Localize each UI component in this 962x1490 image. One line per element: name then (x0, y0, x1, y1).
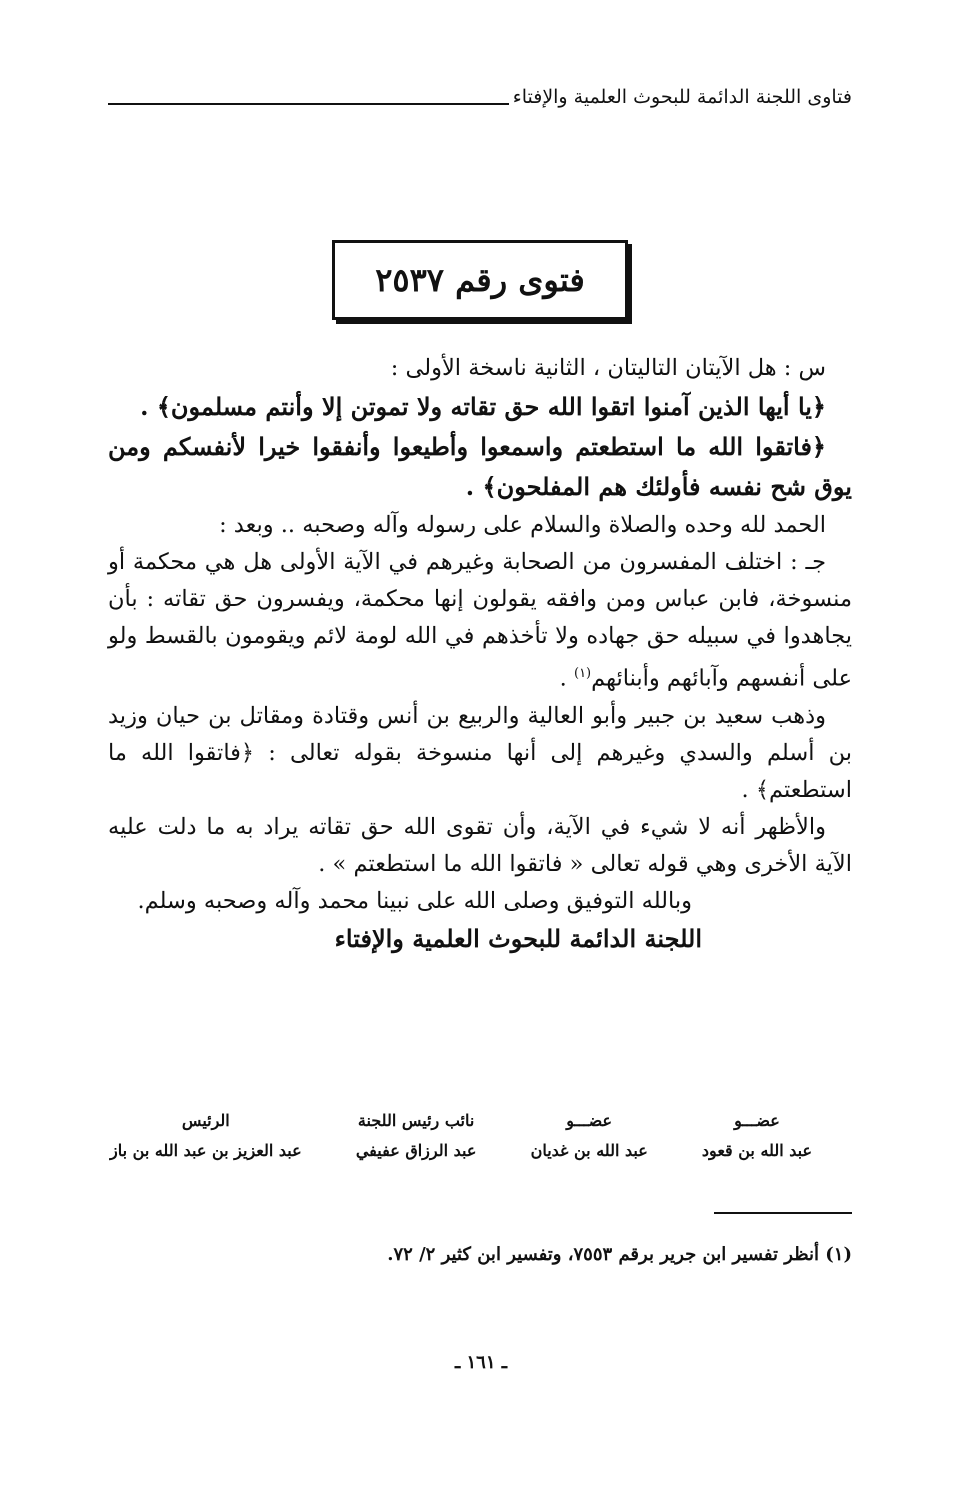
question: س : هل الآيتان التاليتان ، الثانية ناسخة الأولى : (390, 355, 826, 381)
verse-2: ﴿فاتقوا الله ما استطعتم واسمعوا وأطيعوا وأنفقوا خيرا لأنفسكم ومن يوق شح نفسه فأولئك هم المفلحون﴾ . (108, 432, 852, 501)
verse-1: ﴿يا أيها الذين آمنوا اتقوا الله حق تقاته ولا تموتن إلا وأنتم مسلمون﴾ . (140, 392, 826, 421)
footnote-ref: (١) (573, 666, 592, 681)
answer-text: جـ : اختلف المفسرون من الصحابة وغيرهم في الآية الأولى هل هي محكمة أو منسوخة، فابن عباس ومن وافقه يقولون إنها محكمة، ويفسرون حق تقاته : بأن يجاهدوا في سبيله حق جهاده ولا تأخذهم في الله لومة لائم ويقومون بالقسط ولو على أنفسهم وآبائهم وأبنائهم (108, 549, 852, 692)
signatures (110, 1106, 812, 1166)
committee-name: اللجنة الدائمة للبحوث العلمية والإفتاء (334, 923, 702, 953)
paragraph-3: والأظهر أنه لا شيء في الآية، وأن تقوى الله حق تقاته يراد به ما دلت عليه الآية الأخرى وهي قوله تعالى « فاتقوا الله ما استطعتم » . (108, 813, 852, 877)
signature-name: عبد العزيز بن عبد الله بن باز (110, 1141, 302, 1160)
answer-end: . (559, 665, 574, 692)
signature-name: عبد الله بن غديان (530, 1141, 648, 1160)
signature-role: الرئيس (181, 1111, 230, 1130)
answer-paragraph (108, 544, 852, 698)
signature-role: عضـــو (566, 1111, 613, 1130)
fatwa-body (108, 350, 852, 957)
signature-role: عضـــو (734, 1111, 780, 1130)
page-number: ـ ١٦١ ـ (454, 1352, 508, 1373)
running-header-title: فتاوى اللجنة الدائمة للبحوث العلمية والإفتاء (512, 86, 852, 108)
fatwa-title: فتوى رقم ٢٥٣٧ (375, 261, 585, 299)
signature-name: عبد الله بن قعود (701, 1141, 812, 1160)
footnote: (١) أنظر تفسير ابن جرير برقم ٧٥٥٣، وتفسير ابن كثير ٢/ ٧٢. (387, 1244, 852, 1265)
header-rule (108, 103, 509, 105)
signature-role: نائب رئيس اللجنة (357, 1111, 475, 1130)
signature-name: عبد الرزاق عفيفي (355, 1141, 477, 1160)
footnote-divider (714, 1212, 852, 1214)
signature-member-2 (531, 1106, 648, 1166)
paragraph-2: وذهب سعيد بن جبير وأبو العالية والربيع بن أنس وقتادة ومقاتل بن حيان وزيد بن أسلم والسدي وغيرهم إلى أنها منسوخة بقوله تعالى : ﴿فاتقوا الله ما استطعتم﴾ . (108, 702, 852, 803)
running-header (108, 84, 852, 110)
praise-line: الحمد لله وحده والصلاة والسلام على رسوله وآله وصحبه .. وبعد : (219, 512, 826, 538)
signature-member-1 (702, 1106, 812, 1166)
closing-line: وبالله التوفيق وصلى الله على نبينا محمد وآله وصحبه وسلم. (137, 887, 692, 914)
signature-president (110, 1106, 302, 1166)
fatwa-title-box (332, 240, 628, 320)
signature-vice-president (356, 1106, 477, 1166)
